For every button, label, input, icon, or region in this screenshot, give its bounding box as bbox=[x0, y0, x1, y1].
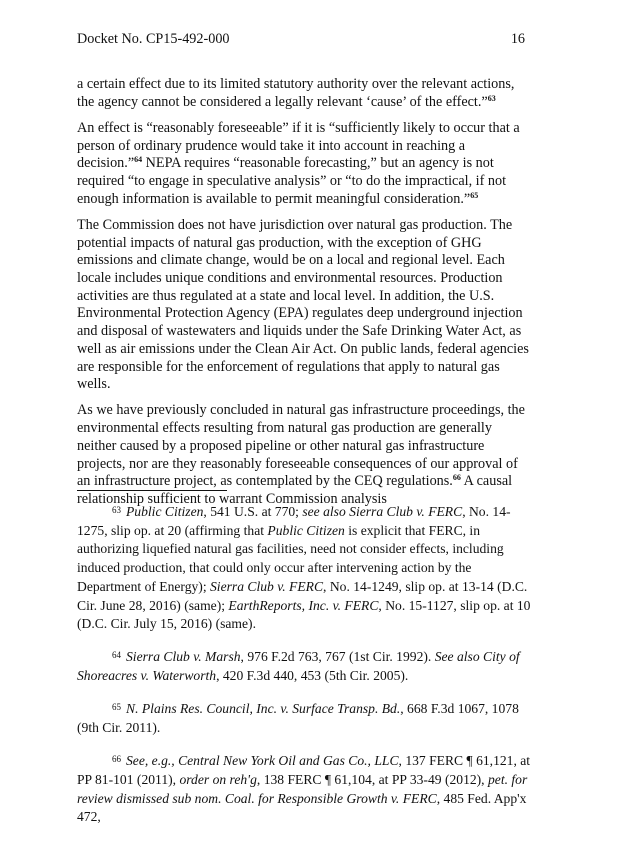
citation-italic: see also Sierra Club v. FERC bbox=[302, 504, 463, 519]
citation-italic: See, e.g., Central New York Oil and Gas Co., LLC bbox=[126, 753, 399, 769]
citation-text: , 485 Fed. App'x 472, bbox=[77, 790, 527, 825]
footnote bbox=[77, 752, 532, 827]
footnote bbox=[77, 648, 532, 685]
citation-text: , 668 F.3d 1067, 1078 (9th Cir. 2011). bbox=[77, 701, 519, 736]
citation-italic: Public Citizen bbox=[126, 504, 204, 519]
citation-italic: Sierra Club v. Marsh bbox=[126, 649, 241, 665]
paragraph-text: The Commission does not have jurisdiction over natural gas production. The potential impacts of natural gas production, with the exception of GHG emissions and climate change, would be on a local and regional level. Each locale includes unique conditions and environmental resources. Production activities are thus regulated at a state and local level. In addition, the U.S. Environmental Protection Agency (EPA) regulates deep underground injection and disposal of wastewaters and liquids under the Safe Drinking Water Act, as well as air emissions under the Clean Air Act. On public lands, federal agencies are responsible for the enforcement of regulations that apply to natural gas wells. bbox=[77, 216, 529, 393]
citation-italic: pet. for review dismissed sub nom. Coal. for Responsible Growth v. FERC bbox=[77, 771, 528, 806]
footnote bbox=[77, 700, 532, 737]
footnote-number: 64 bbox=[112, 650, 121, 661]
citation-text: , 420 F.3d 440, 453 (5th Cir. 2005). bbox=[216, 668, 409, 684]
paragraph-text: NEPA requires “reasonable forecasting,” but an agency is not required “to engage in speculative analysis” or “to do the impractical, if not enough information is available to permit meaningful consideration.” bbox=[77, 155, 507, 207]
citation-text: , 541 U.S. at 770; bbox=[203, 504, 303, 519]
paragraph bbox=[77, 76, 529, 111]
citation-text: , 138 FERC ¶ 61,104, at PP 33-49 (2012), bbox=[256, 771, 488, 787]
citation-text: , No. 15-1127, slip op. at 10 (D.C. Cir. July 15, 2016) (same). bbox=[77, 597, 531, 632]
paragraph-text: a certain effect due to its limited statutory authority over the relevant actions, the agency cannot be considered a legally relevant ‘cause’ of the effect.” bbox=[77, 76, 515, 110]
citation-italic: Sierra Club v. FERC bbox=[210, 578, 324, 594]
paragraph bbox=[77, 217, 529, 394]
citation-text: is explicit that FERC, in authorizing liquefied natural gas facilities, need not consider effects, including induced production, that could only occur after intervening action by the Department of Energy); bbox=[77, 522, 504, 594]
citation-text: , No. 14-1275, slip op. at 20 (affirming that bbox=[77, 504, 511, 538]
paragraph-text: As we have previously concluded in natural gas infrastructure proceedings, the environmental effects resulting from natural gas production are generally neither caused by a proposed pipeline or other natural gas infrastructure projects, nor are they reasonably foreseeable consequences of our approval of an infrastructure project, as contemplated by the CEQ regulations. bbox=[77, 402, 525, 490]
body-text bbox=[77, 76, 529, 517]
citation-text: , 976 F.2d 763, 767 (1st Cir. 1992). bbox=[240, 649, 435, 665]
footnote-number: 66 bbox=[112, 754, 121, 765]
citation-italic: N. Plains Res. Council, Inc. v. Surface Transp. Bd. bbox=[126, 701, 401, 717]
footnote-ref[interactable]: 63 bbox=[487, 93, 496, 103]
footnotes bbox=[77, 503, 532, 842]
citation-italic: Public Citizen bbox=[267, 522, 345, 538]
footnote bbox=[77, 503, 532, 634]
citation-italic: order on reh'g bbox=[179, 771, 257, 787]
page-header bbox=[77, 31, 525, 48]
citation-text: , No. 14-1249, slip op. at 13-14 (D.C. Cir. June 28, 2016) (same); bbox=[77, 578, 528, 613]
citation-italic: EarthReports, Inc. v. FERC bbox=[228, 597, 379, 613]
footnote-ref[interactable]: 64 bbox=[134, 155, 143, 165]
paragraph-text: An effect is “reasonably foreseeable” if it is “sufficiently likely to occur that a person of ordinary prudence would take it into account in reaching a decision.” bbox=[77, 119, 520, 172]
paragraph-text: A causal relationship sufficient to warrant Commission analysis bbox=[77, 473, 513, 507]
footnote-ref[interactable]: 66 bbox=[452, 473, 461, 483]
footnote-separator bbox=[77, 490, 227, 491]
paragraph bbox=[77, 120, 529, 209]
citation-italic: See also City of Shoreacres v. Waterworth bbox=[77, 649, 520, 684]
citation-text: , 137 FERC ¶ 61,121, at PP 81-101 (2011), bbox=[77, 753, 531, 787]
footnote-number: 63 bbox=[112, 505, 121, 515]
paragraph bbox=[77, 402, 529, 508]
page-number: 16 bbox=[510, 31, 525, 47]
docket-number: Docket No. CP15-492-000 bbox=[77, 31, 230, 47]
footnote-ref[interactable]: 65 bbox=[470, 190, 479, 200]
footnote-number: 65 bbox=[112, 702, 121, 713]
